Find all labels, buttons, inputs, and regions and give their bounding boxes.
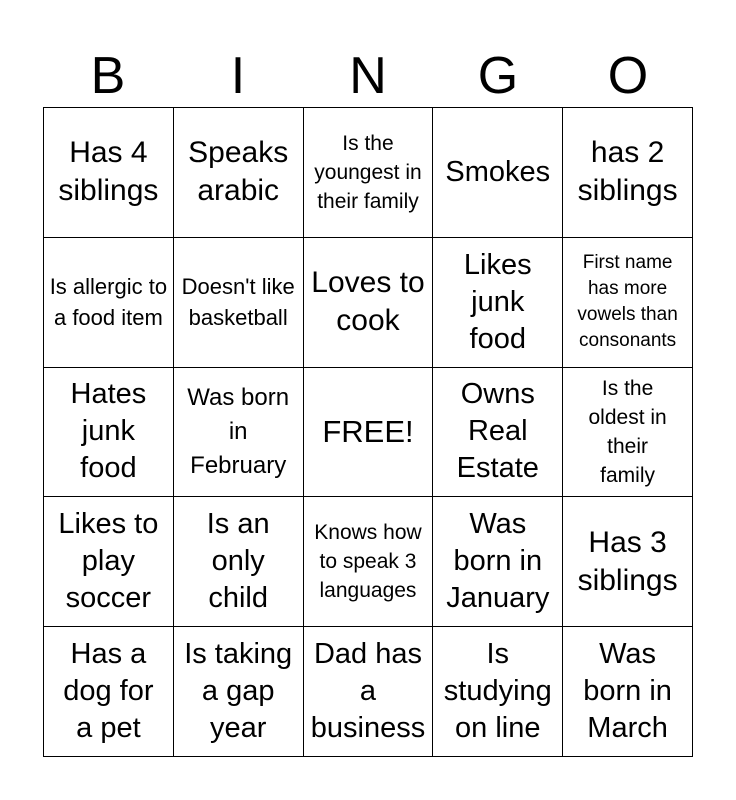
header-letter-i: I: [230, 47, 246, 105]
bingo-cell[interactable]: Was born in January: [433, 497, 563, 627]
bingo-cell[interactable]: Knows how to speak 3 languages: [304, 497, 434, 627]
bingo-card-grid: [43, 107, 693, 757]
bingo-cell[interactable]: Is allergic to a food item: [44, 238, 174, 368]
bingo-header: [43, 44, 693, 108]
bingo-cell[interactable]: Is an only child: [174, 497, 304, 627]
header-letter-n: N: [349, 47, 387, 105]
bingo-cell[interactable]: Has 3 siblings: [563, 497, 693, 627]
bingo-cell-free[interactable]: FREE!: [304, 368, 434, 498]
bingo-cell[interactable]: has 2 siblings: [563, 108, 693, 238]
bingo-cell[interactable]: Has a dog for a pet: [44, 627, 174, 757]
bingo-cell[interactable]: Speaks arabic: [174, 108, 304, 238]
bingo-cell[interactable]: Smokes: [433, 108, 563, 238]
bingo-cell[interactable]: Is taking a gap year: [174, 627, 304, 757]
bingo-cell[interactable]: Likes to play soccer: [44, 497, 174, 627]
bingo-cell[interactable]: Owns Real Estate: [433, 368, 563, 498]
bingo-cell[interactable]: Doesn't like basketball: [174, 238, 304, 368]
bingo-cell[interactable]: Has 4 siblings: [44, 108, 174, 238]
header-letter-g: G: [477, 47, 519, 105]
bingo-cell[interactable]: Hates junk food: [44, 368, 174, 498]
bingo-cell[interactable]: Dad has a business: [304, 627, 434, 757]
bingo-cell[interactable]: First name has more vowels than consonants: [563, 238, 693, 368]
bingo-cell[interactable]: Is the oldest in their family: [563, 368, 693, 498]
bingo-cell[interactable]: Loves to cook: [304, 238, 434, 368]
header-letter-b: B: [90, 47, 126, 105]
bingo-cell[interactable]: Was born in March: [563, 627, 693, 757]
header-letter-o: O: [607, 47, 649, 105]
bingo-cell[interactable]: Was born in February: [174, 368, 304, 498]
bingo-cell[interactable]: Is studying on line: [433, 627, 563, 757]
bingo-cell[interactable]: Is the youngest in their family: [304, 108, 434, 238]
bingo-cell[interactable]: Likes junk food: [433, 238, 563, 368]
